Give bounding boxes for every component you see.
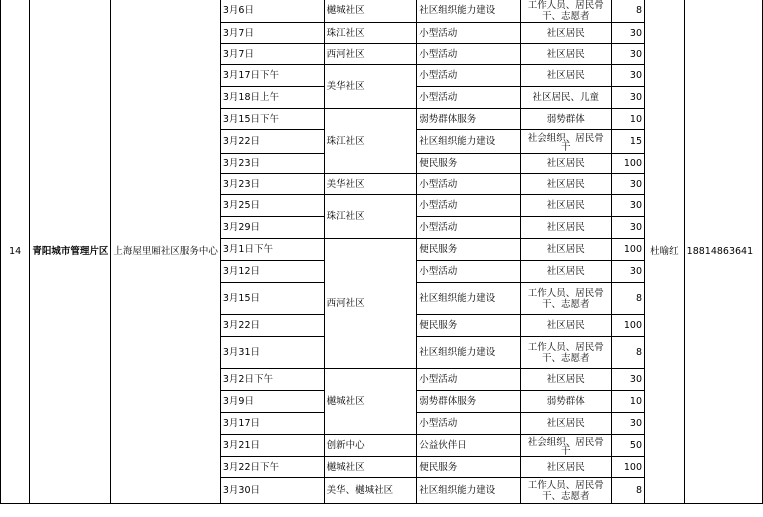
target-group-cell: 社区居民、儿童 — [520, 87, 611, 109]
participant-count-cell: 8 — [611, 0, 644, 23]
target-group-cell — [520, 337, 611, 369]
date-cell: 3月6日 — [220, 0, 324, 23]
target-group-line: 工作人员、居民骨 — [527, 287, 604, 299]
target-group-cell: 社区居民 — [520, 369, 611, 391]
date-cell: 3月18日上午 — [220, 87, 324, 109]
activity-type-cell: 便民服务 — [417, 154, 521, 174]
participant-count-cell: 10 — [611, 109, 644, 130]
activity-type-cell: 社区组织能力建设 — [417, 478, 521, 504]
date-cell: 3月12日 — [220, 261, 324, 283]
target-group-cell: 弱势群体 — [520, 109, 611, 130]
activity-type-cell: 小型活动 — [417, 261, 521, 283]
target-group-cell: 社区居民 — [520, 457, 611, 478]
date-cell: 3月17日下午 — [220, 65, 324, 87]
date-cell: 3月1日下午 — [220, 239, 324, 261]
date-cell: 3月29日 — [220, 217, 324, 239]
target-group-line: 干 — [560, 445, 571, 457]
activity-type-cell: 社区组织能力建设 — [417, 283, 521, 315]
community-cell: 珠江社区 — [324, 109, 417, 174]
target-group-cell: 社区居民 — [520, 261, 611, 283]
target-group-line: 社会组织、居民骨 — [527, 436, 604, 448]
date-cell: 3月9日 — [220, 391, 324, 413]
activity-type-cell: 小型活动 — [417, 44, 521, 65]
community-cell: 樾城社区 — [324, 0, 417, 23]
participant-count-cell: 10 — [611, 391, 644, 413]
date-cell: 3月17日 — [220, 413, 324, 435]
date-cell: 3月22日下午 — [220, 457, 324, 478]
target-group-line: 干 — [560, 141, 571, 153]
date-cell: 3月21日 — [220, 435, 324, 457]
participant-count-cell: 50 — [611, 435, 644, 457]
participant-count-cell: 8 — [611, 478, 644, 504]
community-cell: 樾城社区 — [324, 369, 417, 435]
participant-count-cell: 100 — [611, 239, 644, 261]
organization-cell: 上海屋里厢社区服务中心 — [111, 0, 221, 504]
participant-count-cell: 8 — [611, 337, 644, 369]
participant-count-cell: 30 — [611, 217, 644, 239]
community-cell: 珠江社区 — [324, 23, 417, 44]
target-group-line: 工作人员、居民骨 — [527, 341, 604, 353]
community-cell: 美华社区 — [324, 174, 417, 195]
activity-type-cell: 弱势群体服务 — [417, 391, 521, 413]
participant-count-cell: 30 — [611, 413, 644, 435]
activity-type-cell: 社区组织能力建设 — [417, 0, 521, 23]
date-cell: 3月31日 — [220, 337, 324, 369]
activity-type-cell: 小型活动 — [417, 23, 521, 44]
sequence-number-cell: 14 — [1, 0, 30, 504]
participant-count-cell: 30 — [611, 261, 644, 283]
participant-count-cell: 30 — [611, 65, 644, 87]
date-cell: 3月2日下午 — [220, 369, 324, 391]
community-cell: 西河社区 — [324, 44, 417, 65]
target-group-cell: 社区居民 — [520, 217, 611, 239]
activity-type-cell: 小型活动 — [417, 87, 521, 109]
target-group-cell — [520, 130, 611, 154]
community-cell: 美华、樾城社区 — [324, 478, 417, 504]
participant-count-cell: 8 — [611, 283, 644, 315]
participant-count-cell: 100 — [611, 315, 644, 337]
target-group-line: 工作人员、居民骨 — [527, 0, 604, 11]
activity-type-cell: 小型活动 — [417, 174, 521, 195]
date-cell: 3月15日下午 — [220, 109, 324, 130]
district-cell: 青阳城市管理片区 — [30, 0, 111, 504]
target-group-cell — [520, 478, 611, 504]
participant-count-cell: 100 — [611, 154, 644, 174]
participant-count-cell: 100 — [611, 457, 644, 478]
community-cell: 美华社区 — [324, 65, 417, 109]
target-group-cell: 社区居民 — [520, 195, 611, 217]
activity-type-cell: 便民服务 — [417, 457, 521, 478]
date-cell: 3月25日 — [220, 195, 324, 217]
activity-type-cell: 社区组织能力建设 — [417, 130, 521, 154]
target-group-line: 工作人员、居民骨 — [527, 479, 604, 491]
target-group-cell — [520, 283, 611, 315]
participant-count-cell: 30 — [611, 23, 644, 44]
target-group-cell: 弱势群体 — [520, 391, 611, 413]
community-cell: 创新中心 — [324, 435, 417, 457]
target-group-cell: 社区居民 — [520, 315, 611, 337]
activity-type-cell: 小型活动 — [417, 369, 521, 391]
table-row — [1, 0, 763, 23]
activity-type-cell: 便民服务 — [417, 315, 521, 337]
participant-count-cell: 30 — [611, 195, 644, 217]
target-group-cell: 社区居民 — [520, 65, 611, 87]
contact-phone-cell: 18814863641 — [684, 0, 762, 504]
target-group-line: 社会组织、居民骨 — [527, 132, 604, 144]
participant-count-cell: 30 — [611, 44, 644, 65]
target-group-cell: 社区居民 — [520, 44, 611, 65]
date-cell: 3月22日 — [220, 315, 324, 337]
activity-type-cell: 小型活动 — [417, 195, 521, 217]
community-cell: 珠江社区 — [324, 195, 417, 239]
date-cell: 3月23日 — [220, 174, 324, 195]
participant-count-cell: 15 — [611, 130, 644, 154]
activity-type-cell: 小型活动 — [417, 217, 521, 239]
activity-type-cell: 便民服务 — [417, 239, 521, 261]
community-cell: 西河社区 — [324, 239, 417, 369]
target-group-cell — [520, 435, 611, 457]
target-group-cell — [520, 0, 611, 23]
activity-type-cell: 公益伙伴日 — [417, 435, 521, 457]
participant-count-cell: 30 — [611, 174, 644, 195]
target-group-cell: 社区居民 — [520, 174, 611, 195]
activity-type-cell: 小型活动 — [417, 413, 521, 435]
participant-count-cell: 30 — [611, 369, 644, 391]
activity-type-cell: 弱势群体服务 — [417, 109, 521, 130]
target-group-line: 干、志愿者 — [541, 352, 590, 364]
date-cell: 3月30日 — [220, 478, 324, 504]
activity-type-cell: 小型活动 — [417, 65, 521, 87]
date-cell: 3月7日 — [220, 23, 324, 44]
community-cell: 樾城社区 — [324, 457, 417, 478]
target-group-line: 干、志愿者 — [541, 490, 590, 502]
participant-count-cell: 30 — [611, 87, 644, 109]
target-group-cell: 社区居民 — [520, 154, 611, 174]
target-group-cell: 社区居民 — [520, 413, 611, 435]
target-group-cell: 社区居民 — [520, 239, 611, 261]
target-group-line: 干、志愿者 — [541, 10, 590, 22]
target-group-cell: 社区居民 — [520, 23, 611, 44]
activity-type-cell: 社区组织能力建设 — [417, 337, 521, 369]
date-cell: 3月15日 — [220, 283, 324, 315]
date-cell: 3月23日 — [220, 154, 324, 174]
date-cell: 3月22日 — [220, 130, 324, 154]
date-cell: 3月7日 — [220, 44, 324, 65]
target-group-line: 干、志愿者 — [541, 298, 590, 310]
contact-person-cell: 杜喻红 — [645, 0, 685, 504]
